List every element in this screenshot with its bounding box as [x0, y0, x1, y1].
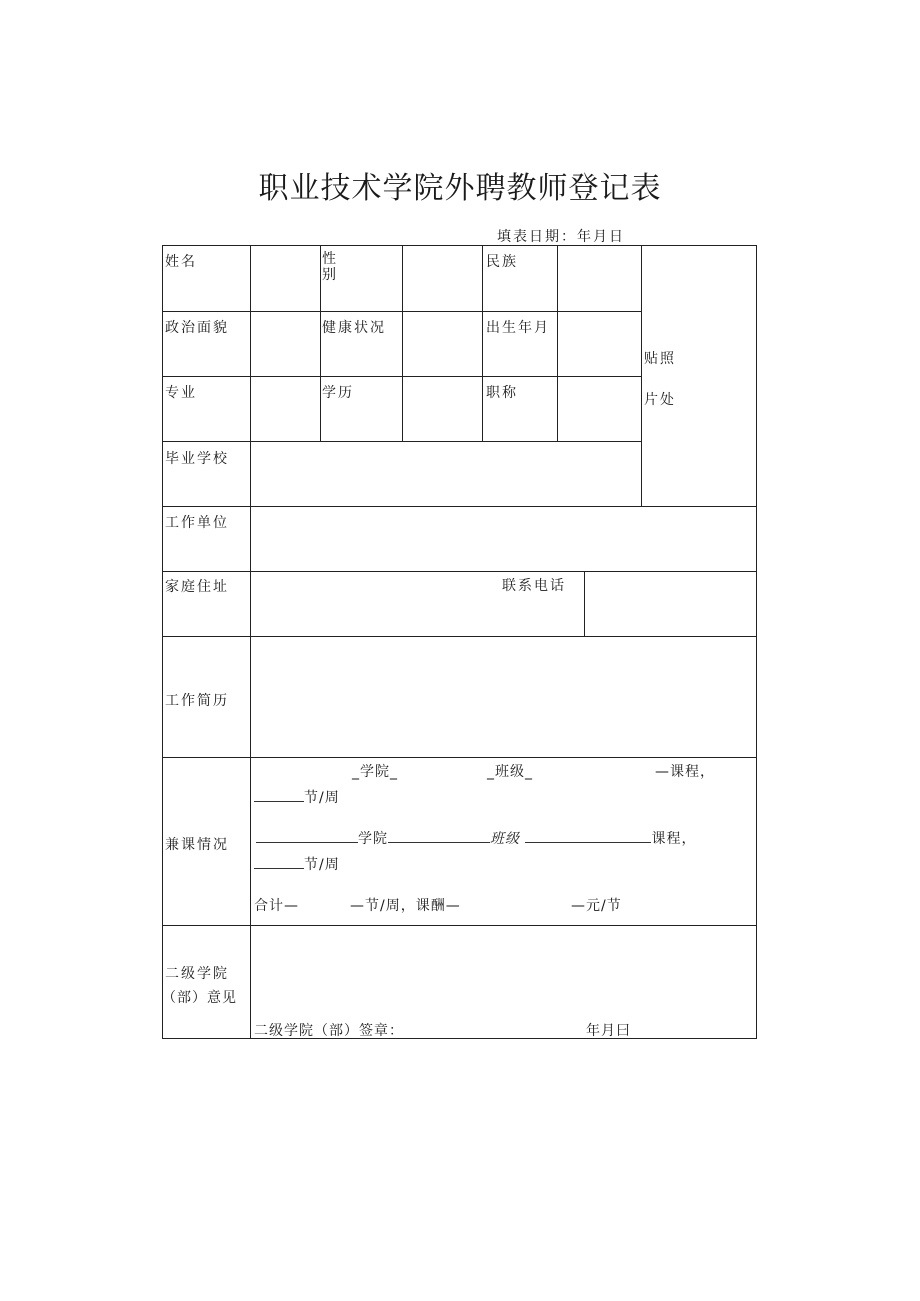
teaching-line-3: [256, 828, 696, 848]
input-name[interactable]: [251, 246, 320, 311]
input-birth[interactable]: [558, 312, 641, 376]
input-political[interactable]: [251, 312, 320, 376]
label-education: 学历: [322, 385, 354, 401]
underscore: _: [525, 764, 533, 780]
label-school: 毕业学校: [165, 451, 229, 467]
teaching-line-4: [254, 854, 340, 874]
fill-date-label: 填表日期：年月日: [497, 229, 625, 245]
opinion-date: 年月曰: [586, 1023, 631, 1039]
underscore: _: [390, 764, 398, 780]
label-opinion-2: （部）意见: [162, 990, 237, 1006]
input-gender[interactable]: [403, 246, 482, 311]
input-education[interactable]: [403, 377, 482, 441]
label-gender-2: 别: [322, 267, 338, 283]
teaching-yuan: —元/节: [571, 898, 622, 914]
label-gender-1: 性: [322, 251, 338, 267]
label-phone: 联系电话: [502, 578, 566, 594]
photo-label-1: 贴照: [644, 351, 676, 367]
input-health[interactable]: [403, 312, 482, 376]
teaching-line-1-course: —课程，: [655, 764, 715, 780]
photo-area[interactable]: [642, 246, 756, 506]
label-political: 政治面貌: [165, 320, 229, 336]
input-address[interactable]: [251, 572, 491, 636]
page-title: 职业技术学院外聘教师登记表: [258, 171, 662, 206]
input-phone[interactable]: [585, 572, 756, 636]
teaching-line-1: [352, 761, 398, 781]
label-birth: 出生年月: [486, 320, 550, 336]
opinion-stamp: 二级学院（部）签章：: [254, 1023, 404, 1039]
blank-underline[interactable]: [256, 828, 358, 843]
underscore: _: [487, 764, 495, 780]
blank-underline[interactable]: [254, 854, 304, 869]
blank-underline[interactable]: [525, 828, 651, 843]
input-work-unit[interactable]: [251, 507, 756, 571]
college-text: 学院: [358, 831, 388, 847]
input-major[interactable]: [251, 377, 320, 441]
course-text: 课程，: [651, 831, 697, 847]
label-resume: 工作简历: [165, 693, 229, 709]
label-health: 健康状况: [322, 320, 386, 336]
label-address: 家庭住址: [165, 579, 229, 595]
per-week-text: 节/周: [304, 790, 340, 806]
blank-underline[interactable]: [388, 828, 490, 843]
photo-label-2: 片处: [644, 392, 676, 408]
label-name: 姓名: [165, 254, 197, 270]
label-ethnicity: 民族: [486, 254, 518, 270]
label-teaching: 兼课情况: [165, 837, 229, 853]
label-title-rank: 职称: [486, 385, 518, 401]
teaching-total: 合计—: [254, 898, 299, 914]
input-title-rank[interactable]: [558, 377, 641, 441]
blank-underline[interactable]: [254, 787, 304, 802]
teaching-per-week-pay: —节/周，课酬—: [350, 898, 461, 914]
input-ethnicity[interactable]: [558, 246, 641, 311]
label-major: 专业: [165, 385, 197, 401]
underscore: _: [352, 764, 360, 780]
teaching-line-1-class: [487, 761, 533, 781]
per-week-text: 节/周: [304, 857, 340, 873]
class-text: 班级: [490, 831, 520, 847]
teaching-line-2: [254, 787, 340, 807]
label-opinion-1: 二级学院: [165, 966, 229, 982]
class-text: 班级: [495, 764, 525, 780]
input-school[interactable]: [251, 442, 641, 506]
label-work-unit: 工作单位: [165, 515, 229, 531]
input-resume[interactable]: [251, 637, 756, 757]
college-text: 学院: [360, 764, 390, 780]
